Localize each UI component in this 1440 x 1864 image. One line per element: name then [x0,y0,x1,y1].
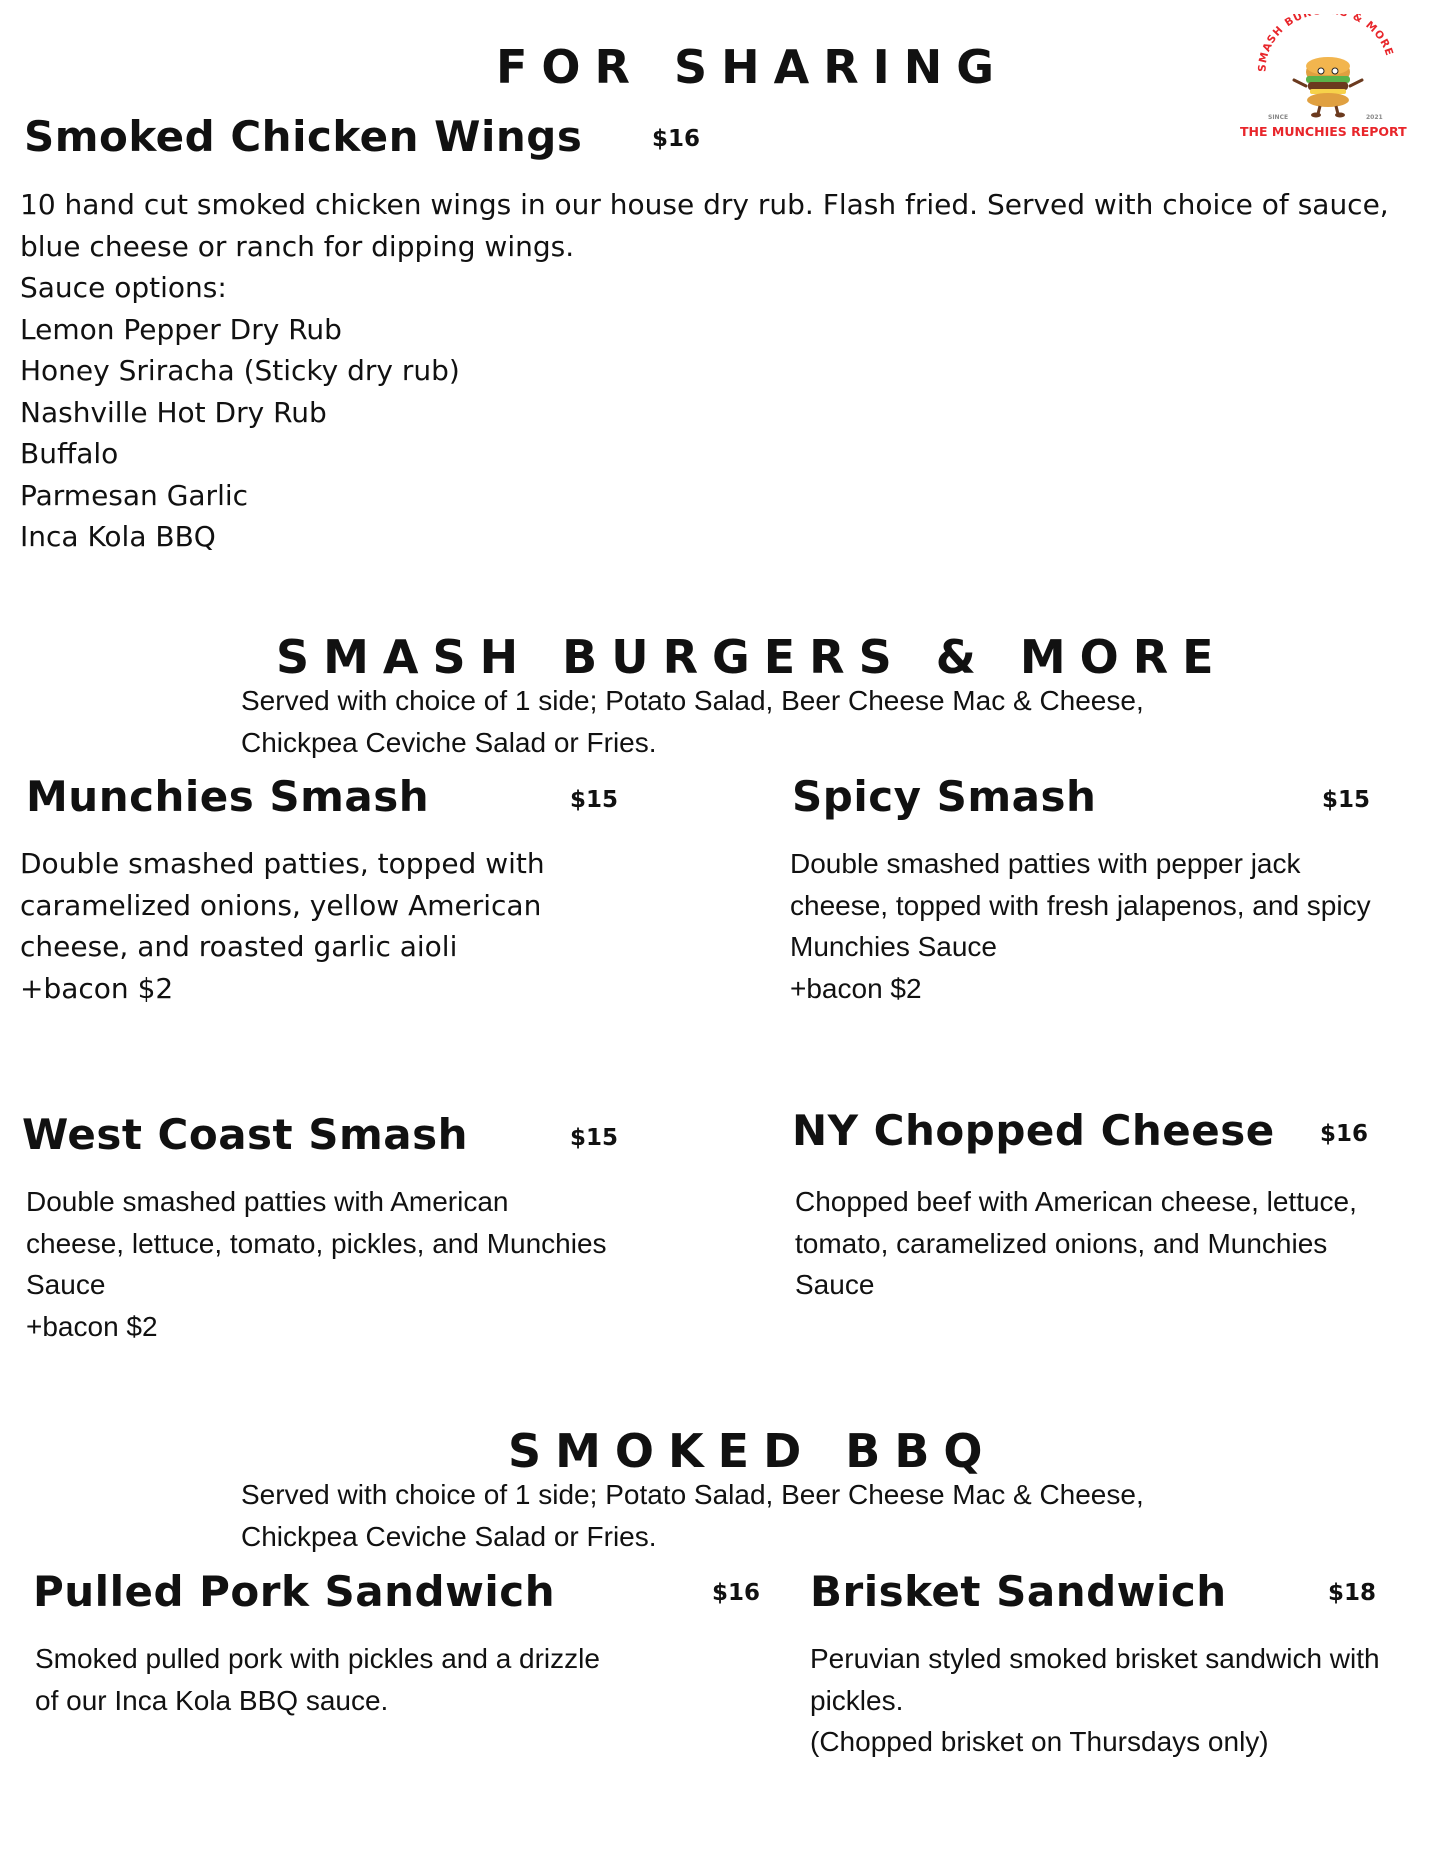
description-line: Sauce [26,1269,106,1300]
description-line: tomato, caramelized onions, and Munchies [795,1227,1328,1259]
addon-line: +bacon $2 [20,971,174,1005]
description-line: Sauce [795,1269,875,1300]
description-line: caramelized onions, yellow American [20,888,542,922]
sauce-option: Honey Sriracha (Sticky dry rub) [20,354,460,387]
addon-line: +bacon $2 [790,972,922,1004]
logo-since-label: SINCE [1268,114,1289,121]
item-name-pulled-pork-sandwich: Pulled Pork Sandwich [33,1567,556,1616]
wings-description-line: 10 hand cut smoked chicken wings in our house dry rub. Flash fried. Served with choice of sauce, [20,188,1389,221]
sauce-options-heading: Sauce options: [20,271,227,304]
sauce-option: Buffalo [20,437,119,470]
logo-since-year: 2021 [1366,114,1383,121]
pulled-pork-description [35,1638,600,1721]
sauce-option: Inca Kola BBQ [20,520,216,553]
item-price-spicy-smash: $15 [1322,787,1371,813]
logo-name: THE MUNCHIES REPORT [1240,124,1407,139]
item-name-brisket-sandwich: Brisket Sandwich [810,1567,1227,1616]
description-line: (Chopped brisket on Thursdays only) [810,1726,1269,1757]
description-line: Double smashed patties, topped with [20,847,545,880]
subtitle-line: Served with choice of 1 side; Potato Salad, Beer Cheese Mac & Cheese, [241,685,1144,716]
sauce-option: Lemon Pepper Dry Rub [20,312,342,346]
smash-burgers-subtitle [241,680,1144,763]
description-line: Munchies Sauce [790,931,998,962]
description-line: cheese, and roasted garlic aioli [20,930,458,963]
logo [1228,14,1440,144]
section-title-for-sharing: FOR SHARING [496,40,1008,94]
spicy-smash-description [790,843,1371,1009]
logo-arc-text: SMASH BU & MORE [1256,14,1396,73]
wings-description [20,184,1389,558]
sauce-option: Parmesan Garlic [20,478,249,512]
item-price-west-coast-smash: $15 [570,1125,619,1151]
description-line: Double smashed patties with American [26,1186,509,1217]
description-line: pickles. [810,1684,904,1716]
addon-line: +bacon $2 [26,1310,158,1342]
item-price-pulled-pork-sandwich: $16 [712,1580,761,1606]
description-line: Peruvian styled smoked brisket sandwich with [810,1643,1380,1674]
subtitle-line: Served with choice of 1 side; Potato Salad, Beer Cheese Mac & Cheese, [241,1479,1144,1510]
section-title-smoked-bbq: SMOKED BBQ [508,1424,997,1478]
description-line: cheese, lettuce, tomato, pickles, and Munchies [26,1227,607,1259]
item-name-smoked-chicken-wings: Smoked Chicken Wings [24,112,583,161]
item-name-munchies-smash: Munchies Smash [26,772,430,821]
item-price-brisket-sandwich: $18 [1328,1580,1377,1606]
description-line: of our Inca Kola BBQ sauce. [35,1684,389,1716]
description-line: Smoked pulled pork with pickles and a drizzle [35,1643,600,1674]
description-line: Chopped beef with American cheese, lettuce, [795,1186,1357,1217]
description-line: Double smashed patties with pepper jack [790,848,1301,879]
smoked-bbq-subtitle [241,1474,1144,1557]
west-coast-smash-description [26,1181,607,1347]
item-name-west-coast-smash: West Coast Smash [22,1110,468,1159]
item-price-munchies-smash: $15 [570,787,619,813]
munchies-smash-description [20,843,545,1009]
wings-description-line: blue cheese or ranch for dipping wings. [20,229,575,263]
brisket-description [810,1638,1380,1763]
ny-chopped-cheese-description [795,1181,1357,1306]
sauce-option: Nashville Hot Dry Rub [20,395,327,429]
description-line: cheese, topped with fresh jalapenos, and spicy [790,889,1371,921]
item-price-smoked-chicken-wings: $16 [652,126,701,152]
item-name-ny-chopped-cheese: NY Chopped Cheese [792,1106,1275,1155]
subtitle-line: Chickpea Ceviche Salad or Fries. [241,726,657,758]
section-title-smash-burgers: SMASH BURGERS & MORE [276,630,1228,684]
item-price-ny-chopped-cheese: $16 [1320,1121,1369,1147]
subtitle-line: Chickpea Ceviche Salad or Fries. [241,1520,657,1552]
item-name-spicy-smash: Spicy Smash [792,772,1097,821]
